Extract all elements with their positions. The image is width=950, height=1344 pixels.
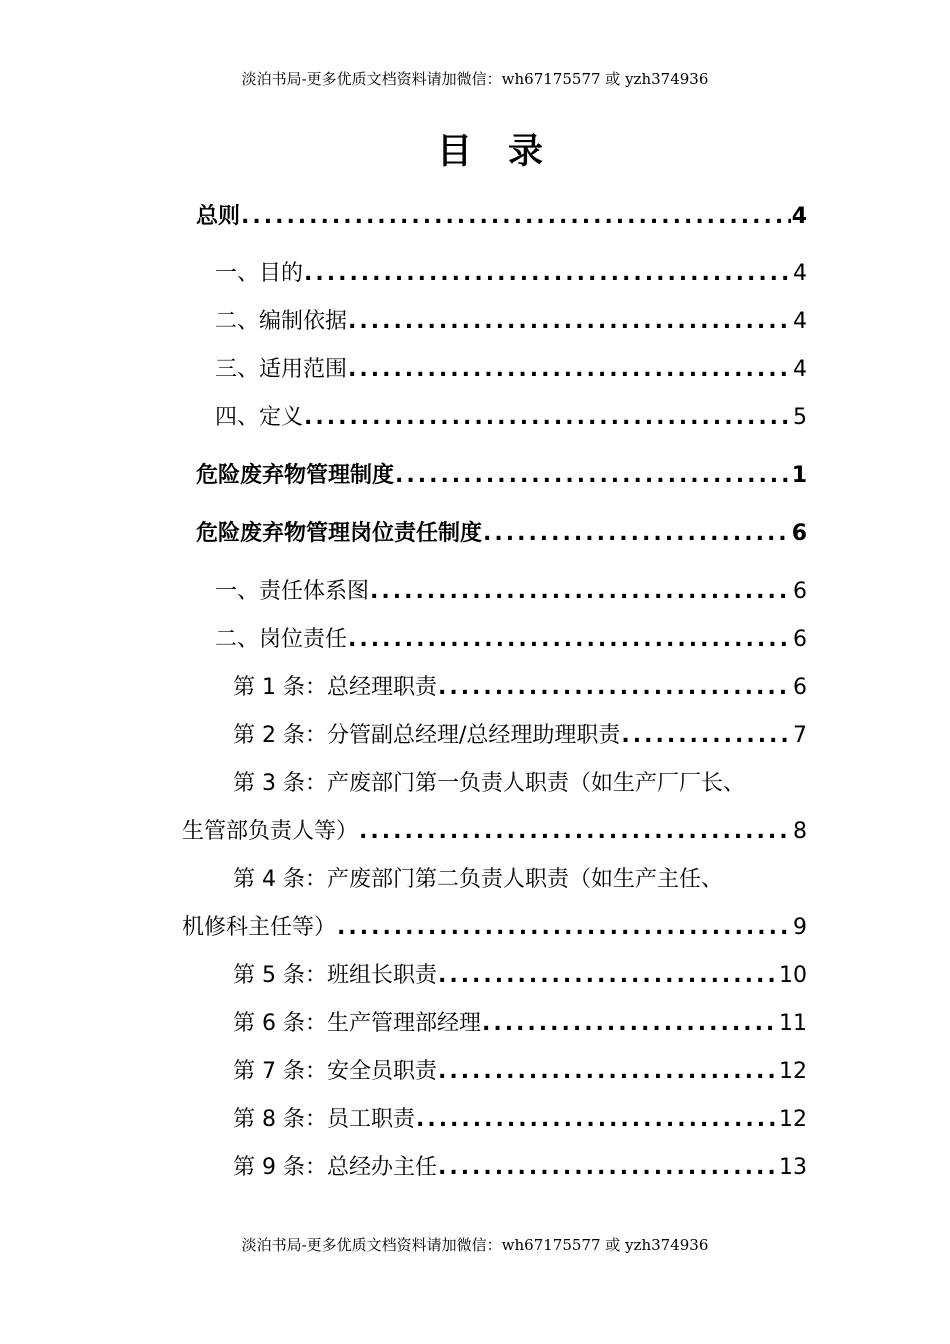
toc-title: 目录 [436,132,579,172]
toc-page: 9 [793,915,807,940]
toc-label: 危险废弃物管理制度 [196,463,395,488]
toc-label: 三、适用范围 [215,357,348,382]
toc-label: 二、岗位责任 [215,627,348,652]
toc-leader [304,404,792,432]
toc-entry-article-4-line1[interactable]: 第 4 条：产废部门第二负责人职责（如生产主任、 [233,867,723,892]
page-footer: 淡泊书局-更多优质文档资料请加微信：wh67175577 或 yzh374936 [241,1236,709,1254]
toc-leader [241,203,791,231]
toc-page: 4 [791,204,807,229]
toc-leader [482,1010,778,1038]
toc-label: 第 6 条：生产管理部经理 [233,1011,481,1036]
toc-page: 6 [791,521,807,546]
toc-entry-article-7[interactable] [233,1058,807,1086]
toc-leader [348,308,792,336]
toc-page: 12 [779,1059,807,1084]
toc-label: 机修科主任等） [182,915,337,940]
toc-entry-definition[interactable] [215,404,807,432]
toc-page: 5 [793,405,807,430]
toc-entry-article-9[interactable] [233,1154,807,1182]
toc-entry-article-3-line1[interactable]: 第 3 条：产废部门第一负责人职责（如生产厂厂长、 [233,771,745,796]
toc-label: 第 2 条：分管副总经理/总经理助理职责 [233,723,621,748]
toc-leader [370,578,792,606]
toc-leader [304,260,792,288]
toc-entry-article-1[interactable] [233,674,807,702]
toc-entry-responsibility-system[interactable] [196,520,807,548]
toc-entry-duties[interactable] [215,626,807,654]
toc-page: 1 [791,463,807,488]
toc-entry-article-5[interactable] [233,962,807,990]
toc-page: 13 [779,1155,807,1180]
toc-page: 10 [779,963,807,988]
toc-leader [483,520,791,548]
toc-entry-diagram[interactable] [215,578,807,606]
toc-label: 二、编制依据 [215,309,348,334]
toc-entry-general[interactable] [196,203,807,231]
toc-page: 11 [779,1011,807,1036]
toc-page: 7 [793,723,807,748]
toc-leader [438,1058,778,1086]
toc-entry-scope[interactable] [215,356,807,384]
toc-label: 第 1 条：总经理职责 [233,675,437,700]
toc-leader [621,722,792,750]
toc-label: 第 5 条：班组长职责 [233,963,437,988]
toc-leader [348,626,792,654]
toc-entry-article-6[interactable] [233,1010,807,1038]
toc-label: 四、定义 [215,405,304,430]
toc-leader [359,818,792,846]
toc-entry-article-4[interactable] [182,914,807,942]
toc-entry-article-8[interactable] [233,1106,807,1134]
toc-label: 第 8 条：员工职责 [233,1107,415,1132]
toc-page: 4 [793,261,807,286]
toc-page: 4 [793,309,807,334]
toc-label: 第 7 条：安全员职责 [233,1059,437,1084]
toc-entry-purpose[interactable] [215,260,807,288]
toc-leader [416,1106,778,1134]
toc-page: 6 [793,579,807,604]
toc-leader [438,674,792,702]
toc-leader [348,356,792,384]
toc-page: 6 [793,627,807,652]
toc-leader [337,914,792,942]
toc-page: 4 [793,357,807,382]
toc-page: 8 [793,819,807,844]
toc-leader [395,462,791,490]
toc-label: 一、责任体系图 [215,579,370,604]
toc-entry-article-2[interactable] [233,722,807,750]
toc-label: 总则 [196,204,241,229]
toc-entry-article-3[interactable] [182,818,807,846]
toc-entry-basis[interactable] [215,308,807,336]
toc-label: 危险废弃物管理岗位责任制度 [196,521,483,546]
toc-leader [438,1154,778,1182]
toc-label: 一、目的 [215,261,304,286]
toc-label: 生管部负责人等） [182,819,359,844]
page-header: 淡泊书局-更多优质文档资料请加微信：wh67175577 或 yzh374936 [241,70,709,88]
toc-entry-waste-system[interactable] [196,462,807,490]
toc-page: 6 [793,675,807,700]
toc-leader [438,962,778,990]
toc-page: 12 [779,1107,807,1132]
toc-label: 第 9 条：总经办主任 [233,1155,437,1180]
